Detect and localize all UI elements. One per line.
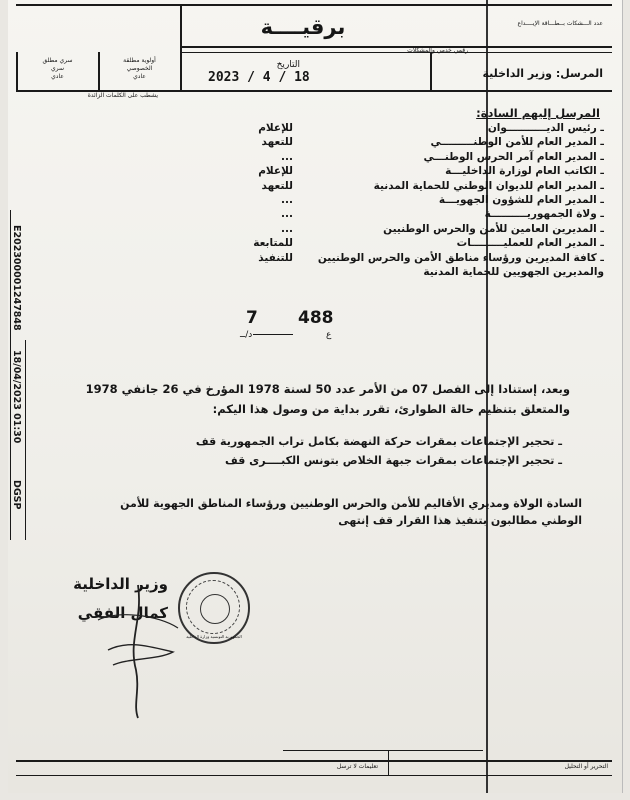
registration-office: DGSP <box>11 480 22 510</box>
action-label: للإعلام <box>258 165 293 178</box>
classification-label: رقمي خدمي والمشكلات <box>407 47 468 54</box>
priority-box: أولوية مطلقة الخصوصي عادي <box>123 57 156 80</box>
body-paragraph-2: السادة الولاة ومديري الأقاليم للأمن والحرس الوطنيين ورؤساء المناطق الجهوية للأمن <box>120 497 582 510</box>
reference-sub: د/ــ <box>240 330 253 340</box>
recipients-list <box>304 121 604 279</box>
action-label: ... <box>281 222 293 235</box>
number-label: عدد الـــشكات بــطـــاقة الإيــــداع <box>517 20 603 27</box>
recipient-item: ـ المدير العام للأمن الوطنـــــــــي <box>430 136 604 149</box>
reference-number: 488 <box>298 308 334 328</box>
registration-ref: E202300001247848 <box>11 225 22 331</box>
reference-mark: 7 <box>246 308 258 328</box>
action-label: للتعهد <box>261 179 293 192</box>
action-label: للإعلام <box>258 122 293 134</box>
reference-sub-2: ع <box>326 330 332 340</box>
recipient-item: ـ المدير العام للشؤون الجهويـــة <box>438 193 604 206</box>
signature-title: وزير الداخلية <box>73 575 168 593</box>
action-label: للمتابعة <box>253 237 293 250</box>
recipient-item: ـ المديرين العامين للأمن والحرس الوطنيين <box>383 222 604 235</box>
footer-left: تعليمات لا ترسل <box>336 763 378 770</box>
body-paragraph-2b: الوطني مطالبون بتنفيذ هذا القرار قف إنتهى <box>338 514 582 527</box>
recipient-item: ـ المدير العام للديوان الوطني للحماية المدنية <box>373 179 604 192</box>
action-label: للتعهد <box>261 136 293 149</box>
recipient-item: ـ رئيس الديـــــــــــوان <box>487 122 604 134</box>
stamp-text: الجمهورية التونسية وزارة الداخلية <box>186 634 242 639</box>
recipient-item: ـ كافة المديرين ورؤساء مناطق الأمن والحرس الوطنيين <box>317 251 604 264</box>
document-title: برقيــــة <box>260 15 346 39</box>
registration-datetime: 18/04/2023 01:30 <box>11 350 22 444</box>
signature-name: كمال الفقي <box>77 604 168 622</box>
body-paragraph-1b: والمتعلق بتنظيم حالة الطوارئ، تقرر بداية من وصول هذا اليكم: <box>212 402 570 416</box>
strike-note: يشطب على الكلمات الزائدة <box>87 92 158 99</box>
secrecy-box: سري مطلق سري عادي <box>42 57 73 80</box>
sender: المرسل: وزير الداخلية <box>482 67 603 80</box>
action-label: ... <box>281 150 293 163</box>
action-label: للتنفيذ <box>258 251 293 264</box>
body-paragraph-1: وبعد، إستنادا إلى الفصل 07 من الأمر عدد 50 لسنة 1978 المؤرخ في 26 جانفي 1978 <box>85 382 570 396</box>
footer-right: التحرير أو التحليل <box>564 763 608 770</box>
recipient-item: ـ المدير العام آمر الحرس الوطنـــي <box>423 150 604 163</box>
recipient-item: ـ الكاتب العام لوزارة الداخليـــة <box>445 165 604 178</box>
telegram-document <box>8 0 623 793</box>
official-stamp <box>178 572 250 644</box>
recipients-heading: المرسل إليهم السادة: <box>476 106 600 120</box>
recipient-item: ـ ولاة الجمهوريــــــــــة <box>484 208 604 221</box>
date-value: 2023 / 4 / 18 <box>208 70 310 85</box>
recipient-item: والمديرين الجهويين للحماية المدنية <box>423 265 604 278</box>
action-label <box>233 265 293 279</box>
recipient-item: ـ المدير العام للعمليـــــــــات <box>456 237 604 250</box>
action-label: ... <box>281 208 293 221</box>
date-label: التاريخ <box>276 60 300 70</box>
action-label: ... <box>281 193 293 206</box>
decision-item: ـ تحجير الإجتماعات بمقرات حركة النهضة بكامل تراب الجمهورية قف <box>195 435 562 448</box>
recipient-actions <box>233 121 293 279</box>
decision-item: ـ تحجير الإجتماعات بمقرات جبهة الخلاص بتونس الكبــــرى قف <box>225 454 562 467</box>
